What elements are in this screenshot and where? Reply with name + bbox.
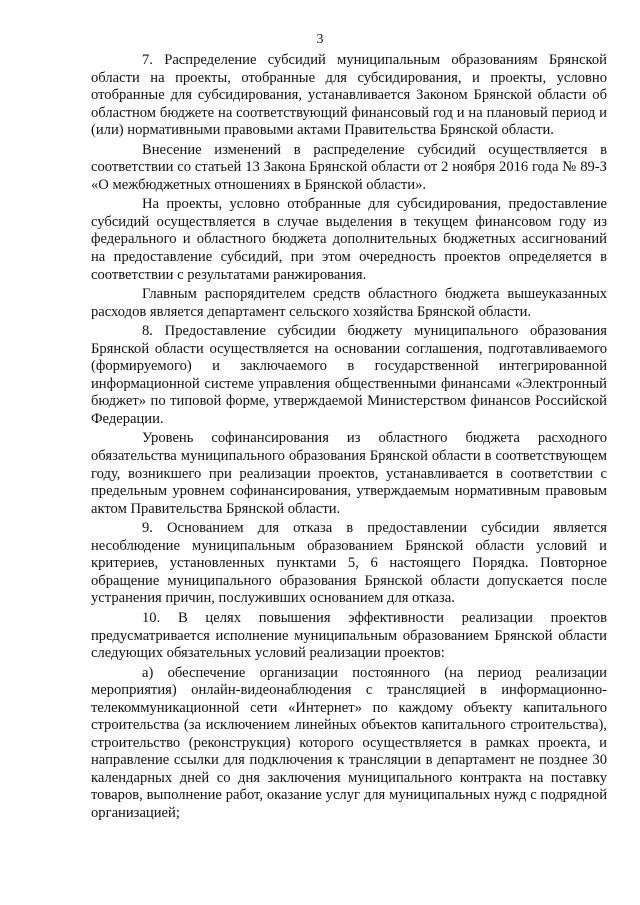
paragraph-amendments: Внесение изменений в распределение субсидий осуществляется в соответствии со статьей 13 Закона Брянской области от 2 ноября 2016 года № 89-З «О межбюджетных отношениях в Брянской области». [91, 141, 607, 193]
paragraph-10-conditions: 10. В целях повышения эффективности реализации проектов предусматривается исполнение муниципальным образованием Брянской области следующих обязательных условий реализации проектов: [91, 609, 607, 662]
paragraph-8-agreement: 8. Предоставление субсидии бюджету муниципального образования Брянской области осуществляется на основании соглашения, подготавливаемого (формируемого) и заключаемого в государственной интегрированной информационной системе управления общественными финансами «Электронный бюджет» по типовой форме, утверждаемой Министерством финансов Российской Федерации. [91, 323, 607, 427]
document-body [91, 52, 607, 825]
paragraph-9-refusal: 9. Основанием для отказа в предоставлении субсидии является несоблюдение муниципальным образованием Брянской области условий и критериев, установленных пунктами 5, 6 настоящего Порядка. Повторное обращение муниципального образования Брянской области допускается после устранения причин, послуживших основанием для отказа. [91, 520, 607, 607]
paragraph-10a-video-monitoring: а) обеспечение организации постоянного (на период реализации мероприятия) онлайн-видеонаблюдения с трансляцией в информационно-телекоммуникационной сети «Интернет» по каждому объекту капитального строительства (за исключением линейных объектов капитального строительства), строительство (реконструкция) которого осуществляется в рамках проекта, и направление ссылки для подключения к трансляции в департамент не позднее 30 календарных дней со дня заключения муниципального контракта на поставку товаров, выполнение работ, оказание услуг для муниципальных нужд с подрядной организацией; [91, 664, 607, 821]
paragraph-chief-administrator: Главным распорядителем средств областного бюджета вышеуказанных расходов является департамент сельского хозяйства Брянской области. [91, 286, 607, 320]
paragraph-conditional-projects: На проекты, условно отобранные для субсидирования, предоставление субсидий осуществляется в случае выделения в текущем финансовом году из федерального и областного бюджета дополнительных бюджетных ассигнований на предоставление субсидий, при этом очередность проектов определяется в соответствии с результатами ранжирования. [91, 196, 607, 283]
page-number: 3 [316, 32, 324, 47]
paragraph-cofinancing-level: Уровень софинансирования из областного бюджета расходного обязательства муниципального образования Брянской области в соответствующем году, возникшего при реализации проектов, устанавливается в соответствии с предельным уровнем софинансирования, утверждаемым нормативным правовым актом Правительства Брянской области. [91, 430, 607, 517]
paragraph-7-distribution: 7. Распределение субсидий муниципальным образованиям Брянской области на проекты, отобранные для субсидирования, и проекты, условно отобранные для субсидирования, устанавливается Законом Брянской области об областном бюджете на соответствующий финансовый год и на плановый период и (или) нормативными правовыми актами Правительства Брянской области. [91, 52, 607, 139]
